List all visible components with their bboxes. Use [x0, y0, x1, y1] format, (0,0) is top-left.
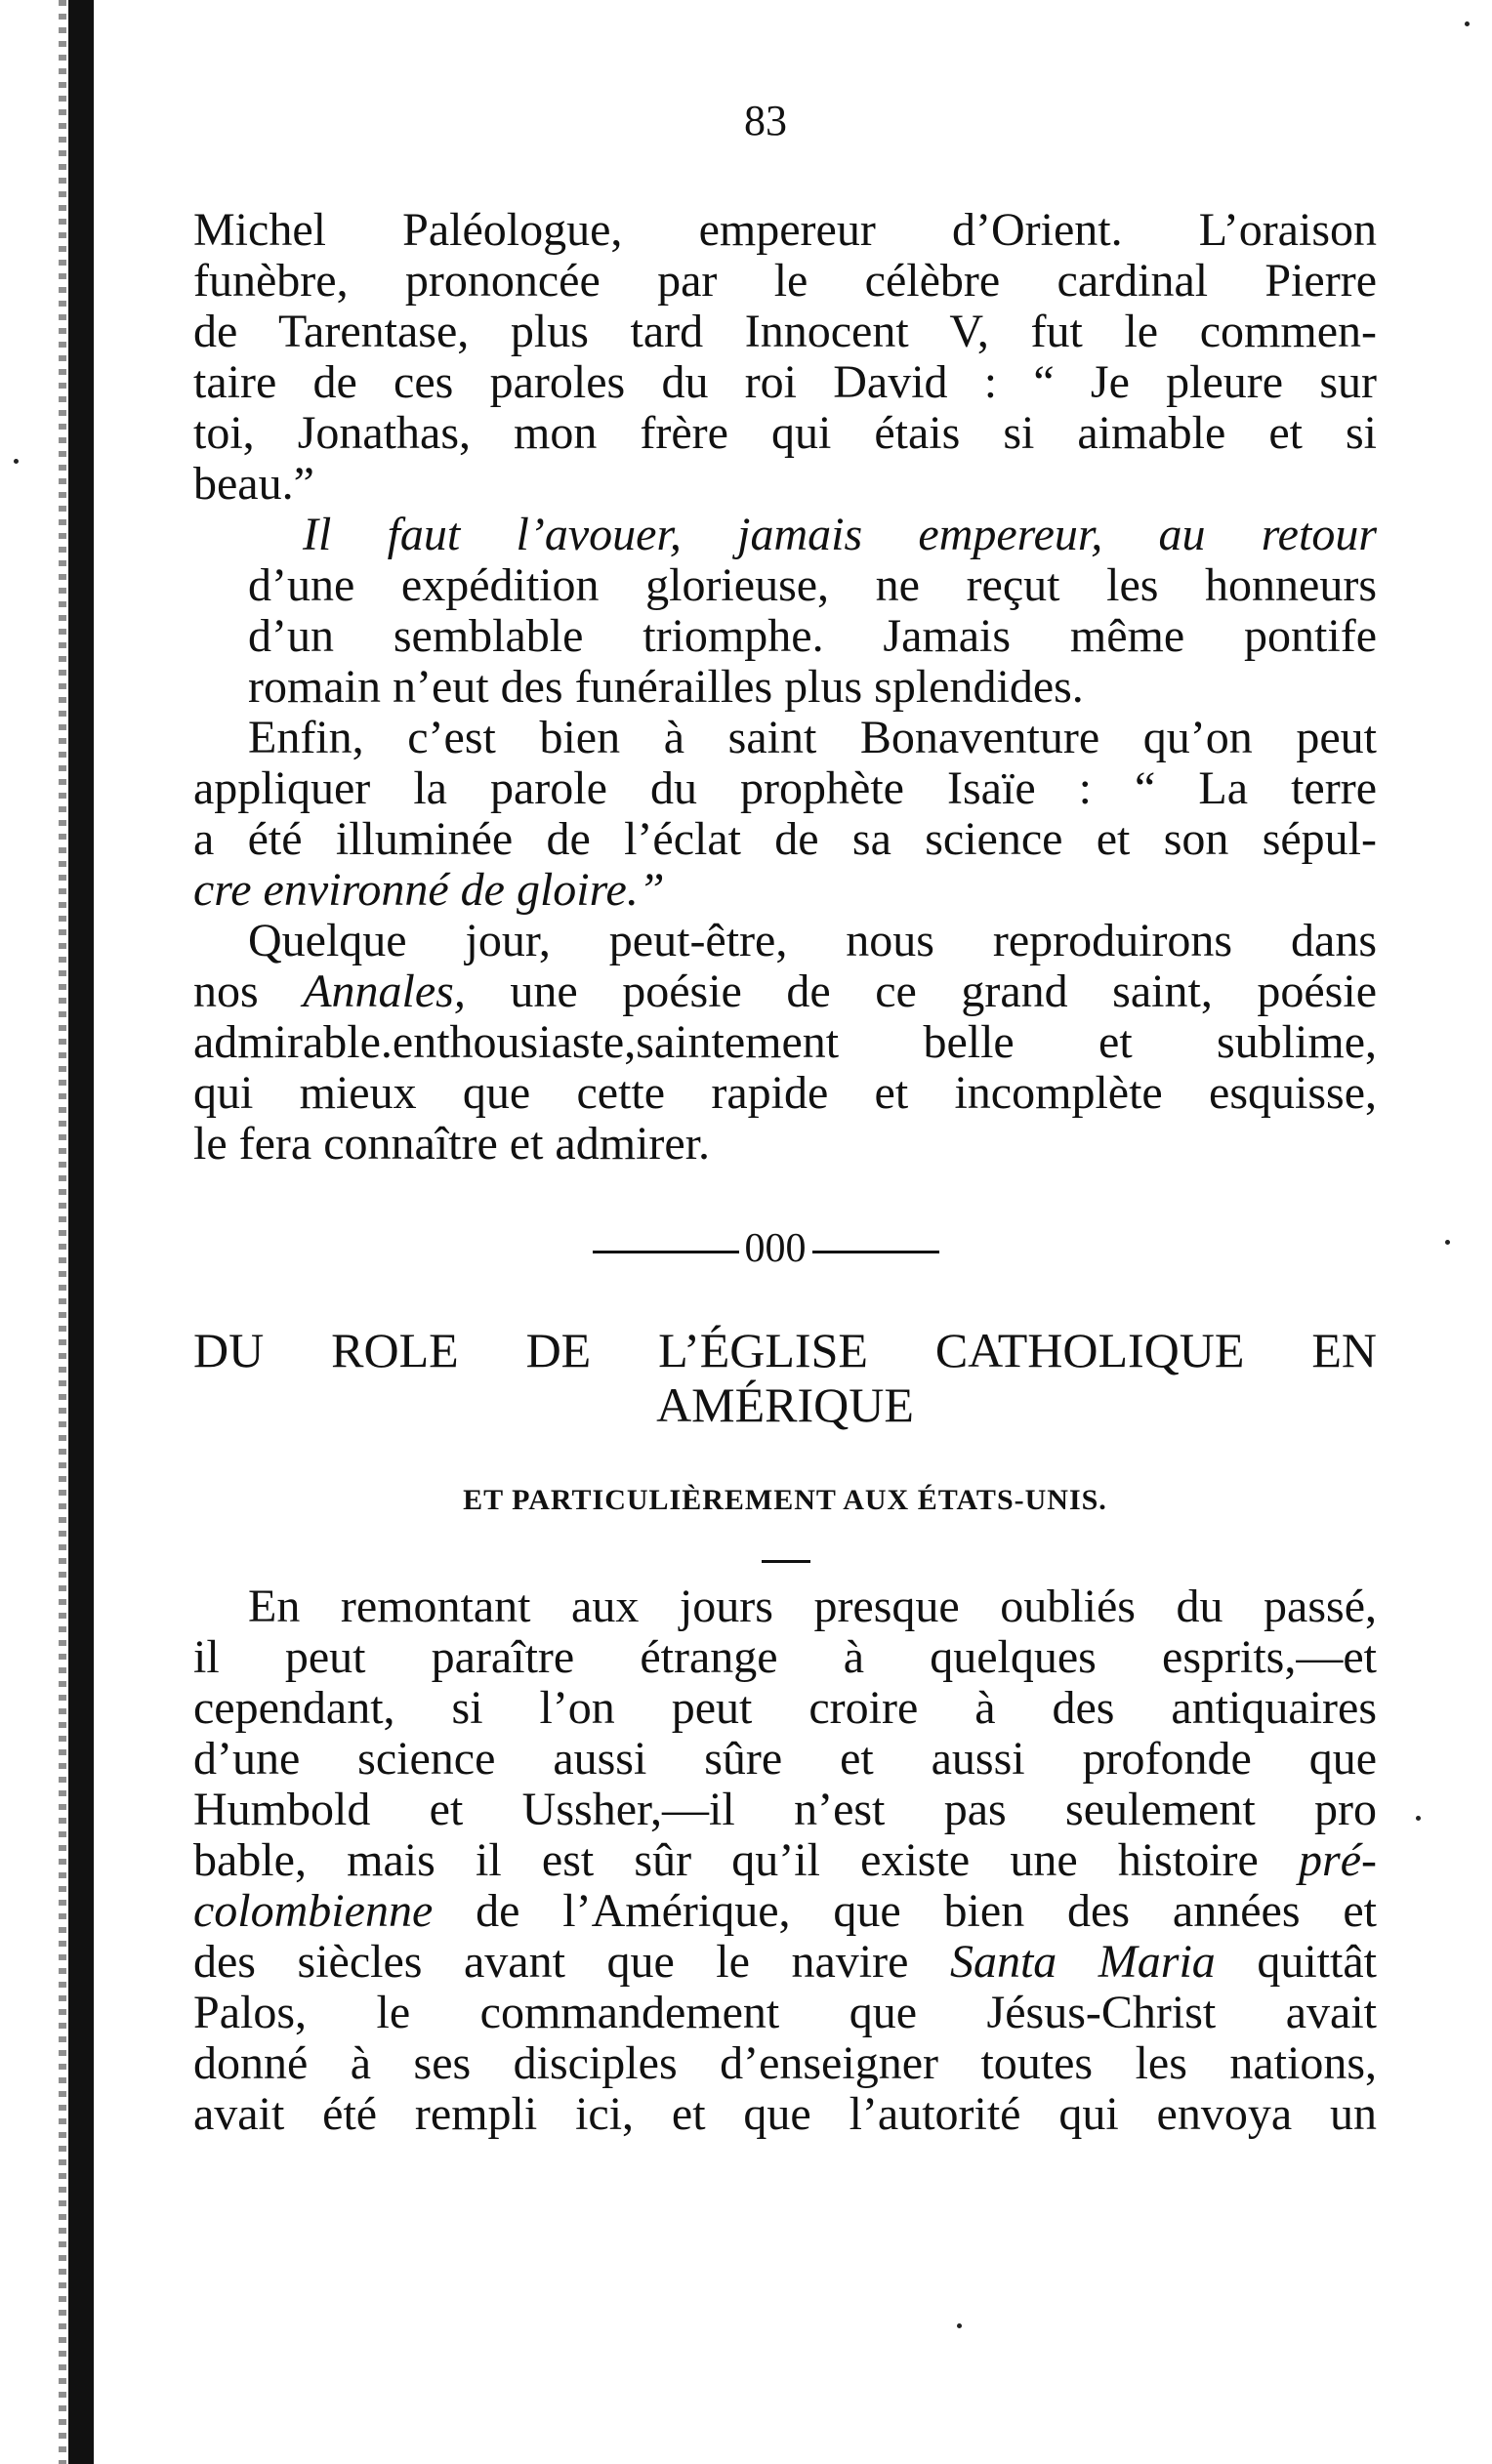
text-line: appliquer la parole du prophète Isaïe : “ La terre: [193, 762, 1377, 814]
text-line: funèbre, prononcée par le célèbre cardinal Pierre: [193, 255, 1377, 307]
paragraph-3: [193, 713, 1377, 916]
ornament-dash: [762, 1560, 810, 1563]
text-line: bable, mais il est sûr qu’il existe une histoire pré-: [193, 1834, 1377, 1886]
text-line-italic-start: Il faut l’avouer, jamais empereur, au retour: [303, 509, 1377, 560]
section-subtitle: ET PARTICULIÈREMENT AUX ÉTATS-UNIS.: [463, 1484, 1107, 1516]
text-line: qui mieux que cette rapide et incomplète esquisse,: [193, 1067, 1377, 1119]
text-line: En remontant aux jours presque oubliés du passé,: [248, 1581, 1377, 1632]
text-line: Humbold et Ussher,—il n’est pas seulement pro: [193, 1784, 1377, 1835]
scan-speck: [1445, 1240, 1450, 1245]
text-line: admirable.enthousiaste,saintement belle et sublime,: [193, 1016, 1377, 1068]
page-number: 83: [744, 97, 787, 144]
text-line: d’une expédition glorieuse, ne reçut les honneurs: [248, 559, 1377, 611]
section-paragraph: [193, 1581, 1377, 2140]
separator-rule-left: [593, 1251, 739, 1253]
text-line: cependant, si l’on peut croire à des antiquaires: [193, 1682, 1377, 1734]
scan-speck: [1465, 21, 1470, 26]
scan-speck: [14, 459, 19, 464]
paragraph-2: [193, 510, 1377, 713]
text-line: le fera connaître et admirer.: [193, 1118, 711, 1170]
text-line: taire de ces paroles du roi David : “ Je pleure sur: [193, 356, 1377, 408]
section-title-line-2: AMÉRIQUE: [656, 1377, 914, 1432]
text-line: nos Annales, une poésie de ce grand saint, poésie: [193, 965, 1377, 1017]
scan-speck: [1416, 1816, 1421, 1821]
section-title-line-1: DU ROLE DE L’ÉGLISE CATHOLIQUE EN: [193, 1323, 1377, 1377]
paragraph-1: [193, 205, 1377, 510]
section-title: [193, 1323, 1377, 1432]
section-body-text: [193, 1581, 1377, 2140]
text-line: Quelque jour, peut-être, nous reproduirons dans: [248, 915, 1377, 966]
text-line: d’un semblable triomphe. Jamais même pontife: [248, 610, 1377, 662]
separator-text: 000: [744, 1226, 807, 1271]
text-line: donné à ses disciples d’enseigner toutes les nations,: [193, 2037, 1377, 2089]
text-line: romain n’eut des funérailles plus splendides.: [248, 661, 1084, 713]
text-line: a été illuminée de l’éclat de sa science et son sépul-: [193, 813, 1377, 865]
body-text: [193, 205, 1377, 1170]
paragraph-4: [193, 916, 1377, 1170]
text-line: des siècles avant que le navire Santa Maria quittât: [193, 1936, 1377, 1988]
text-line: Michel Paléologue, empereur d’Orient. L’oraison: [193, 204, 1377, 256]
text-line: d’une science aussi sûre et aussi profonde que: [193, 1733, 1377, 1785]
text-line: beau.”: [193, 458, 314, 510]
separator-rule-right: [812, 1251, 939, 1253]
text-line: colombienne de l’Amérique, que bien des années et: [193, 1885, 1377, 1937]
text-line: il peut paraître étrange à quelques esprits,—et: [193, 1631, 1377, 1683]
section-separator: [0, 1225, 1492, 1272]
text-line: avait été rempli ici, et que l’autorité qui envoya un: [193, 2088, 1377, 2140]
scan-speck: [957, 2323, 962, 2328]
text-line: Enfin, c’est bien à saint Bonaventure qu’on peut: [248, 712, 1377, 763]
text-line: Palos, le commandement que Jésus-Christ avait: [193, 1987, 1377, 2038]
text-line: cre environné de gloire.”: [193, 864, 665, 916]
text-line: toi, Jonathas, mon frère qui étais si aimable et si: [193, 407, 1377, 459]
text-line: de Tarentase, plus tard Innocent V, fut le commen-: [193, 306, 1377, 357]
